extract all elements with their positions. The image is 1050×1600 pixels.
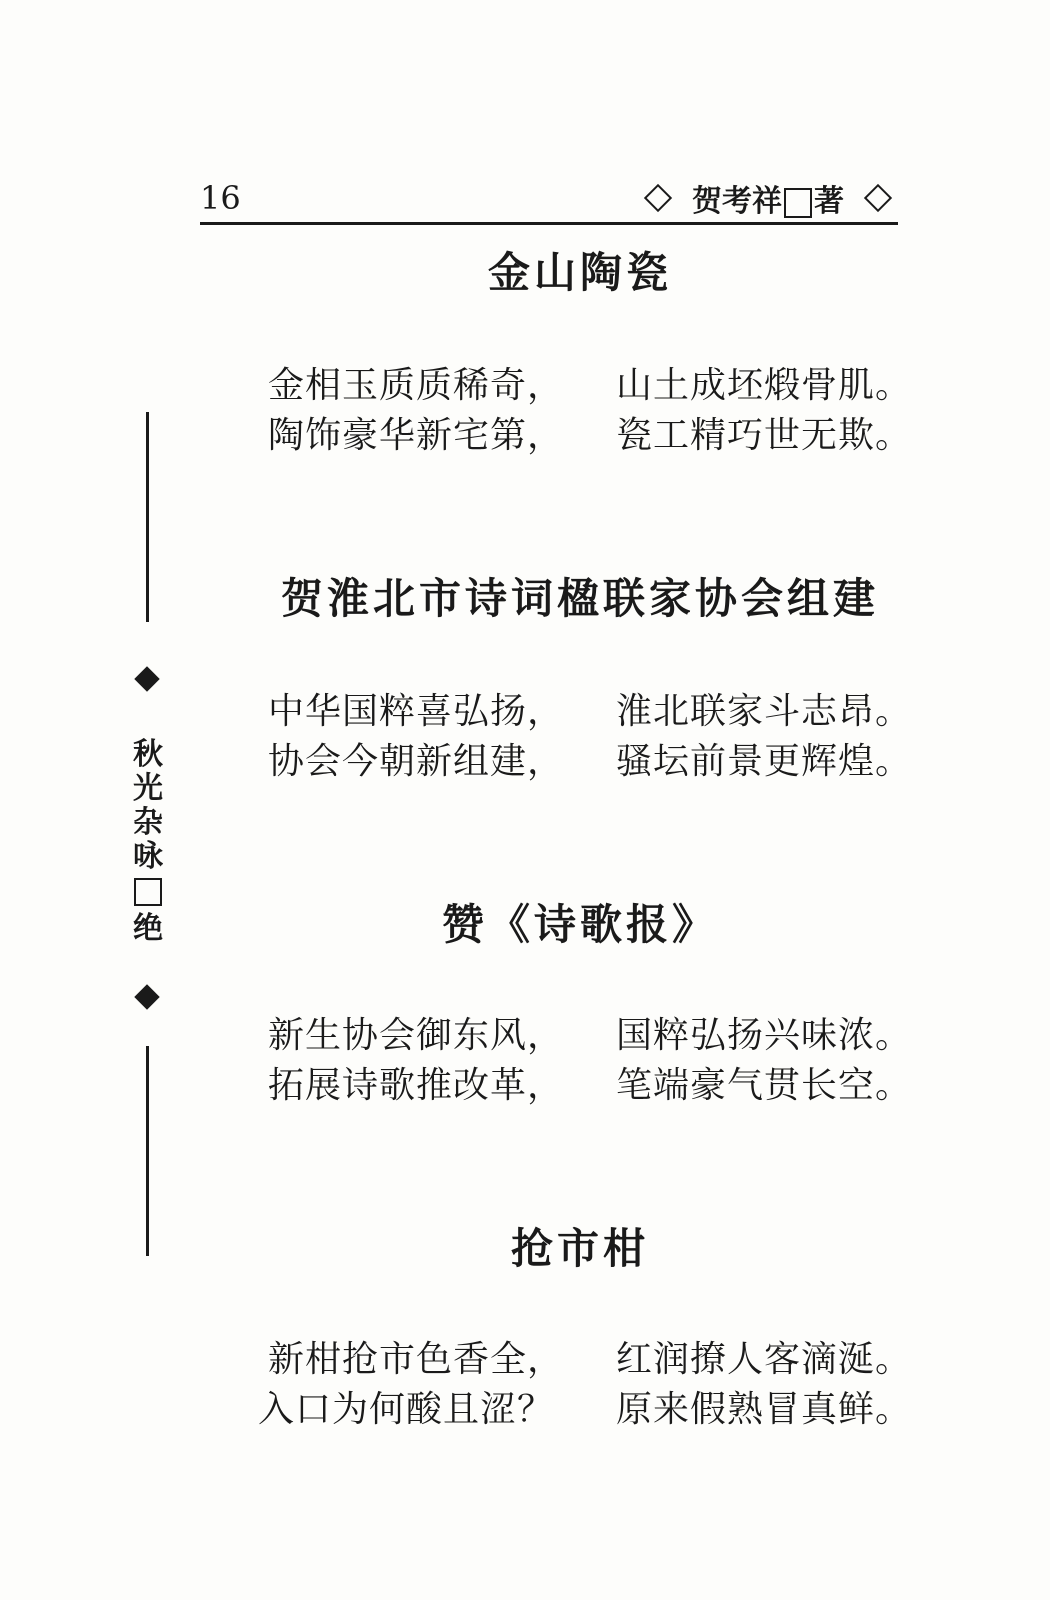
line-first-half: 拓展诗歌推改革， <box>268 1065 565 1106</box>
vertical-book-title <box>128 738 168 946</box>
poem-title: 金山陶瓷 <box>487 248 672 297</box>
running-head <box>638 178 898 218</box>
line-first-half: 协会今朝新组建， <box>268 741 565 782</box>
line-first-half: 入口为何酸且涩？ <box>258 1389 555 1430</box>
vertical-char: 咏 <box>133 839 163 874</box>
page-number: 16 <box>200 179 241 217</box>
side-rule-top <box>146 412 149 622</box>
author-suffix: 著 <box>814 184 844 219</box>
diamond-solid-icon <box>134 666 159 691</box>
line-second-half: 国粹弘扬兴味浓。 <box>616 1015 913 1056</box>
side-rule-bottom <box>146 1046 149 1256</box>
square-box-icon <box>134 878 162 906</box>
line-second-half: 山土成坯煅骨肌。 <box>616 365 913 406</box>
vertical-char: 绝 <box>133 911 163 946</box>
poem-line <box>268 410 913 462</box>
poem-line <box>268 686 913 738</box>
diamond-outline-icon <box>644 184 672 212</box>
line-second-half: 骚坛前景更辉煌。 <box>616 741 913 782</box>
line-second-half: 红润撩人客滴涎。 <box>616 1339 913 1380</box>
page-header <box>200 178 898 225</box>
line-first-half: 金相玉质质稀奇， <box>268 365 565 406</box>
running-head-author <box>692 176 844 220</box>
line-second-half: 笔端豪气贯长空。 <box>616 1065 913 1106</box>
author-name: 贺考祥 <box>692 184 782 219</box>
poem-title: 贺淮北市诗词楹联家协会组建 <box>280 574 879 623</box>
vertical-char: 秋 <box>133 737 163 772</box>
poem-line <box>268 1010 913 1062</box>
line-first-half: 新生协会御东风， <box>268 1015 565 1056</box>
vertical-char: 光 <box>133 771 163 806</box>
poem-line <box>268 1060 913 1112</box>
line-second-half: 淮北联家斗志昂。 <box>616 691 913 732</box>
diamond-outline-icon <box>864 184 892 212</box>
line-first-half: 中华国粹喜弘扬， <box>268 691 565 732</box>
poem-line <box>268 736 913 788</box>
line-first-half: 新柑抢市色香全， <box>268 1339 565 1380</box>
square-box-icon <box>784 188 812 218</box>
poem-line <box>268 360 913 412</box>
poem-title: 抢市柑 <box>510 1224 649 1273</box>
line-first-half: 陶饰豪华新宅第， <box>268 415 565 456</box>
poem-line <box>268 1334 913 1386</box>
vertical-char: 杂 <box>133 805 163 840</box>
diamond-solid-icon <box>134 984 159 1009</box>
poem-title: 赞《诗歌报》 <box>441 900 718 949</box>
line-second-half: 瓷工精巧世无欺。 <box>616 415 913 456</box>
line-second-half: 原来假熟冒真鲜。 <box>616 1389 913 1430</box>
poem-line <box>258 1384 913 1436</box>
